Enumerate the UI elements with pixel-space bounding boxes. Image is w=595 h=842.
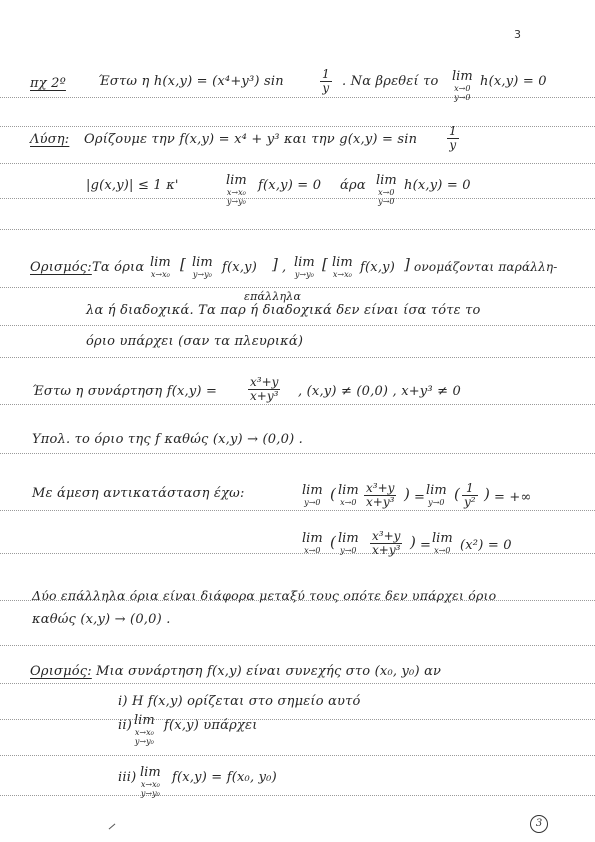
definition-2-item-3-limit [140,766,161,798]
definition-1-line-3: όριο υπάρχει (σαν τα πλευρικά) [86,334,304,349]
pen-mark [109,824,116,830]
row-2-inner-limit [338,532,359,555]
definition-2-item-2-expression: f(x,y) υπάρχει [164,718,258,733]
definition-1-limit-a [150,256,171,279]
limit-operator: lim [192,255,213,270]
limit-subscript: y→y₀ [294,270,314,279]
ruled-line [0,553,595,554]
limit-subscript: x→x₀ [332,270,352,279]
limit-subscript: y→0 [378,197,395,206]
fraction-denominator: x+y³ [250,389,279,403]
paren-open: ( [330,485,337,503]
ruled-line [0,510,595,511]
definition-2-item-3-expression: f(x,y) = f(x₀, y₀) [172,770,277,785]
solution-bound: |g(x,y)| ≤ 1 κ' [86,178,179,193]
definition-1-text: ονομάζονται παράλλη- [414,260,558,274]
definition-2-item-1: i) Η f(x,y) ορίζεται στο σημείο αυτό [118,694,361,709]
row-1-result-limit [426,484,447,507]
function-definition-fraction [248,376,280,403]
paren-close: ) [484,485,491,503]
limit-operator: lim [134,713,155,728]
ruled-line [0,755,595,756]
ruled-line [0,357,595,358]
compute-limit-line: Υπολ. το όριο της f καθώς (x,y) → (0,0) . [32,432,304,447]
row-2-result-limit [432,532,453,555]
conclusion-line-1: Δύο επάλληλα όρια είναι διάφορα μεταξύ τους οπότε δεν υπάρχει όριο [32,588,497,603]
ruled-line [0,97,595,98]
row-2-outer-limit [302,532,323,555]
definition-2-label: Ορισμός: [30,664,92,679]
limit-subscript: x→x₀ [134,728,154,737]
limit-operator: lim [432,531,453,546]
fraction-numerator: 1 [465,481,474,495]
definition-1-intro: Τα όρια [92,260,145,275]
fraction-denominator: y [447,138,459,152]
paren-close: ) [410,533,417,551]
solution-therefore: άρα [340,178,366,193]
limit-subscript: y→y₀ [192,270,212,279]
limit-operator: lim [338,483,359,498]
limit-subscript: x→x₀ [150,270,170,279]
ruled-line [0,325,595,326]
row-2-fraction [370,530,402,557]
ruled-line [0,795,595,796]
limit-subscript: y→0 [428,498,445,507]
example-label: πχ 2º [30,76,66,91]
row-2-equals: = [420,538,432,553]
limit-operator: lim [338,531,359,546]
limit-subscript: y→y₀ [140,789,160,798]
ruled-line [0,287,595,288]
page-number: 3 [514,28,521,41]
limit-operator: lim [302,531,323,546]
solution-text: Ορίζουμε την f(x,y) = x⁴ + y³ και την g(x,y) = sin [84,132,418,147]
definition-1-limit-d [332,256,353,279]
limit-operator: lim [294,255,315,270]
limit-subscript: x→0 [304,546,321,555]
example-task: . Να βρεθεί το [342,74,439,89]
direct-substitution-intro: Με άμεση αντικατάσταση έχω: [32,486,245,501]
limit-subscript: y→y₀ [226,197,246,206]
function-definition-intro: Έστω η συνάρτηση f(x,y) = [32,384,218,399]
solution-limit-2-expression: h(x,y) = 0 [404,178,471,193]
limit-subscript: x→x₀ [140,780,160,789]
ruled-line [0,198,595,199]
limit-subscript: x→0 [340,498,357,507]
definition-2-text: Μια συνάρτηση f(x,y) είναι συνεχής στο (x₀, y₀) αν [96,664,442,679]
circled-page-number: 3 [530,815,548,833]
limit-operator: lim [140,765,161,780]
paren-close: ) [404,485,411,503]
bracket-open: [ [322,255,329,273]
definition-1-limit-c [294,256,315,279]
fraction-numerator: x³+y [372,529,401,543]
definition-1-expression-b: f(x,y) [360,260,395,275]
fraction-denominator: x+y³ [372,543,401,557]
fraction-numerator: x³+y [250,375,279,389]
limit-subscript: y→0 [304,498,321,507]
solution-limit-1 [226,174,247,206]
definition-1-label: Ορισμός: [30,260,92,275]
limit-subscript: x→0 [434,546,451,555]
definition-2-item-2-limit [134,714,155,746]
limit-operator: lim [376,173,397,188]
fraction-denominator: x+y³ [366,495,395,509]
ruled-line [0,126,595,127]
ruled-line [0,683,595,684]
limit-operator: lim [302,483,323,498]
fraction-denominator: y² [464,495,476,509]
fraction-numerator: 1 [449,124,457,138]
limit-operator: lim [426,483,447,498]
ruled-line [0,404,595,405]
solution-limit-1-expression: f(x,y) = 0 [258,178,322,193]
limit-operator: lim [150,255,171,270]
row-2-result: (x²) = 0 [460,538,512,553]
row-1-inner-limit [338,484,359,507]
row-1-result: = +∞ [494,490,532,505]
ruled-line [0,645,595,646]
definition-2-item-2-label: ii) [118,718,132,733]
definition-1-insertion-note: επάλληλα [244,290,302,303]
paren-open: ( [454,485,461,503]
solution-limit-2 [376,174,397,206]
solution-fraction [447,125,459,152]
fraction-numerator: 1 [322,67,330,81]
solution-label: Λύση: [30,132,70,147]
limit-subscript: x→x₀ [226,188,246,197]
limit-subscript: y→y₀ [134,737,154,746]
definition-1-line-2: λα ή διαδοχικά. Τα παρ ή διαδοχικά δεν είναι ίσα τότε το [86,303,481,318]
limit-subscript: y→0 [340,546,357,555]
row-1-result-fraction [462,482,478,509]
ruled-line [0,719,595,720]
ruled-line [0,163,595,164]
bracket-close: ] [272,255,279,273]
definition-1-limit-b [192,256,213,279]
example-limit-expression: h(x,y) = 0 [480,74,547,89]
bracket-close: ] [404,255,411,273]
limit-subscript: x→0 [378,188,395,197]
bracket-open: [ [180,255,187,273]
limit-operator: lim [226,173,247,188]
conclusion-line-2: καθώς (x,y) → (0,0) . [32,612,171,627]
fraction-denominator: y [320,81,332,95]
definition-1-expression-a: f(x,y) [222,260,257,275]
limit-subscript: y→0 [454,93,471,102]
limit-operator: lim [452,69,473,84]
example-statement: Έστω η h(x,y) = (x⁴+y³) sin [98,74,284,89]
definition-1-comma: , [282,260,287,275]
definition-2-item-3-label: iii) [118,770,137,785]
limit-subscript: x→0 [454,84,471,93]
example-limit [452,70,473,102]
function-definition-domain: , (x,y) ≠ (0,0) , x+y³ ≠ 0 [298,384,461,399]
example-fraction [320,68,332,95]
row-1-equals: = [414,490,426,505]
ruled-line [0,229,595,230]
row-1-fraction [364,482,396,509]
ruled-line [0,453,595,454]
fraction-numerator: x³+y [366,481,395,495]
paren-open: ( [330,533,337,551]
row-1-outer-limit [302,484,323,507]
limit-operator: lim [332,255,353,270]
